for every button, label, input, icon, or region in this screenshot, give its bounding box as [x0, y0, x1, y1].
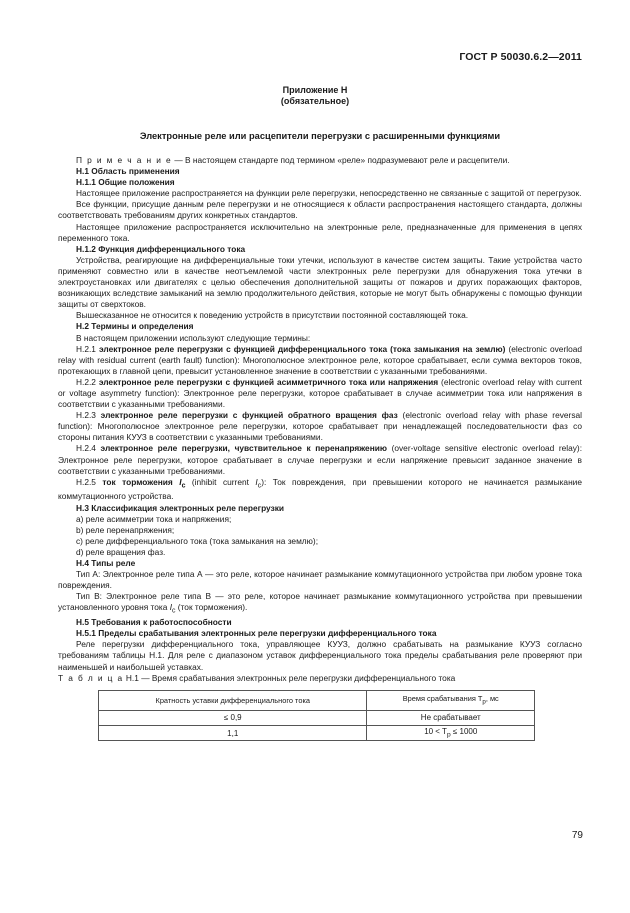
- list-item: b) реле перенапряжения;: [76, 524, 175, 535]
- page-number: 79: [571, 830, 583, 841]
- table-caption: Т а б л и ц а Н.1 — Время срабатывания электронных реле перегрузки дифференциального тока: [58, 672, 456, 683]
- term-definition: Н.2.3 электронное реле перегрузки с функцией обратного вращения фаз (electronic overload relay with phase reversal function): Многополюсное электронное реле перегрузки, которое срабатывает при ненадлежащей последовательности фаз со стороны питания КУУЗ в соответствии с указанными требованиями.: [58, 410, 582, 443]
- list-item: а) реле асимметрии тока и напряжения;: [76, 513, 232, 524]
- document-title: Электронные реле или расцепители перегрузки с расширенными функциями: [139, 131, 501, 141]
- paragraph: Настоящее приложение распространяется на функции реле перегрузки, непосредственно не связанные с защитой от перегрузок.: [76, 188, 582, 199]
- list-item: d) реле вращения фаз.: [76, 546, 166, 557]
- response-time-table: [98, 690, 535, 742]
- table-cell: Не срабатывает: [367, 710, 535, 725]
- term-definition: Н.2.2 электронное реле перегрузки с функцией асимметричного тока или напряжения (electronic overload relay with current or voltage asymmetry function): Электронное реле перегрузки, которое срабатывает в случае асимметрии тока или напряжения в соответствии с указанными требованиями.: [58, 376, 582, 410]
- section-heading: Н.4 Типы реле: [76, 558, 136, 569]
- section-heading: Н.5 Требования к работоспособности: [76, 617, 232, 628]
- section-heading: Н.3 Классификация электронных реле перегрузки: [76, 502, 285, 513]
- appendix-title: Приложение Н: [282, 85, 348, 95]
- paragraph: Реле перегрузки дифференциального тока, управляющее КУУЗ, должно срабатывать на размыкание КУУЗ согласно требованиям таблицы Н.1. Для реле с диапазоном уставок дифференциального тока пределы срабатывания реле проверяют при наименьшей и наибольшей уставках.: [58, 639, 582, 672]
- paragraph: В настоящем приложении используют следующие термины:: [76, 332, 311, 343]
- paragraph: Тип В: Электронное реле типа В — это реле, которое начинает размыкание коммутационного устройства при превышении установленного уровня тока $I_c$ (ток торможения).: [58, 591, 582, 616]
- paragraph: Все функции, присущие данным реле перегрузки и не относящиеся к области распространения настоящего стандарта, должны соответствовать требованиям других конкретных стандартов.: [58, 199, 582, 221]
- term-definition: Н.2.4 электронное реле перегрузки, чувствительное к перенапряжению (over-voltage sensitive electronic overload relay): Электронное реле перегрузки, которое срабатывает в случае перегрузки и если напряжение превысит заданное значение в соответствии с указанными требованиями.: [58, 443, 583, 476]
- term-definition: Н.2.5 ток торможения $I_c$ (inhibit current $I_c$): Ток повреждения, при превышении которого не начинается размыкание коммутационного устройства.: [58, 476, 582, 502]
- table-row: [99, 710, 535, 725]
- paragraph: Настоящее приложение распространяется исключительно на электронные реле, предназначенные для применения в цепях переменного тока.: [58, 221, 582, 243]
- appendix-status: (обязательное): [280, 96, 350, 106]
- paragraph: Вышесказанное не относится к поведению устройств в присутствии постоянной составляющей тока.: [76, 310, 469, 321]
- section-heading: Н.2 Термины и определения: [76, 321, 194, 332]
- table-cell: $10 < T_p \le 1000$: [367, 725, 535, 741]
- section-heading: Н.5.1 Пределы срабатывания электронных реле перегрузки дифференциального тока: [76, 628, 437, 639]
- paragraph: Тип А: Электронное реле типа А — это реле, которое начинает размыкание коммутационного устройства при любом уровне тока повреждения.: [58, 569, 582, 591]
- table-cell: 1,1: [99, 725, 367, 741]
- table-row: [99, 725, 535, 741]
- term-definition: Н.2.1 электронное реле перегрузки с функцией дифференциального тока (тока замыкания на землю) (electronic overload relay with residual current (earth fault) function): Многополюсное электронное реле, которое срабатывает, если сумма векторов токов, протекающих в главной цепи, превысит установленное значение в соответствии с указанными требованиями.: [58, 343, 582, 376]
- section-heading: Н.1 Область применения: [76, 166, 180, 177]
- table-header-row: [99, 690, 535, 710]
- section-heading: Н.1.2 Функция дифференциального тока: [76, 243, 246, 254]
- note: П р и м е ч а н и е — В настоящем стандарте под термином «реле» подразумевают реле и расцепители.: [76, 155, 510, 165]
- paragraph: Устройства, реагирующие на дифференциальные токи утечки, используют в качестве систем защиты. Такие устройства часто применяют совместно или в качестве неотъемлемой части электронных реле перегрузки для обнаружения тока утечки в электроустановках или двигателях с целью обеспечения дополнительной защиты от пожаров и других поражающих факторов, возникающих вследствие замыканий на землю продолжительного действия, которые не могут быть обнаружены с помощью функции защиты от сверхтоков.: [58, 254, 582, 310]
- table-cell: ≤ 0,9: [99, 710, 367, 725]
- table-header-multiple: Кратность уставки дифференциального тока: [99, 690, 367, 710]
- standard-number: ГОСТ Р 50030.6.2—2011: [459, 51, 582, 63]
- section-heading: Н.1.1 Общие положения: [76, 177, 175, 188]
- document-body: [58, 155, 582, 741]
- list-item: c) реле дифференциального тока (тока замыкания на землю);: [76, 535, 319, 546]
- table-header-time: Время срабатывания $T_p$, мс: [367, 690, 535, 710]
